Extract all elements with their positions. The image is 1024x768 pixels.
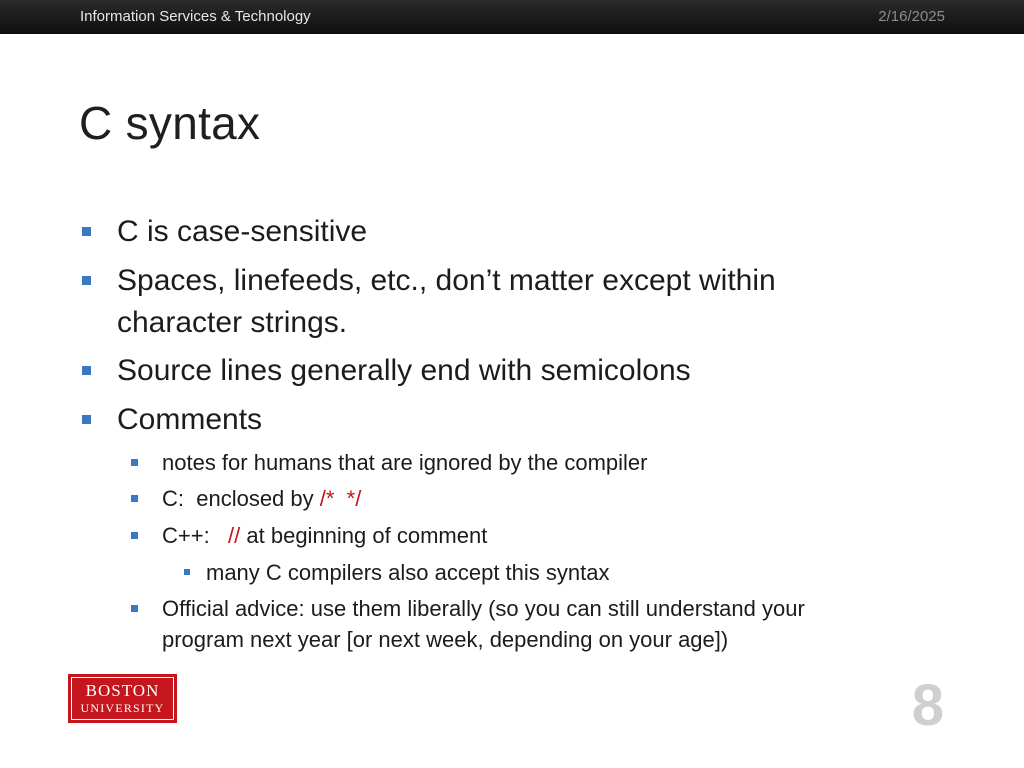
bullet-square-icon [82,276,91,285]
bullet-square-icon [82,366,91,375]
bullet-item-continuation: character strings. [117,306,348,339]
sub-bullet-text: at beginning of comment [240,523,488,548]
sub-bullet-item [162,520,487,551]
boston-university-logo [68,674,177,723]
sub-bullet-text: C++: [162,523,229,548]
sub-sub-bullet-item: many C compilers also accept this syntax [206,560,610,585]
sub-bullet-text: C: enclosed by [162,486,320,511]
sub-bullet-item: notes for humans that are ignored by the compiler [162,450,648,475]
sub-bullet-square-icon [131,495,138,502]
sub-bullet-item-continuation: program next year [or next week, depending on your age]) [162,627,729,652]
c-comment-syntax: /* */ [319,486,362,511]
bullet-item: Comments [117,403,263,436]
organization-name: Information Services & Technology [80,8,311,25]
logo-line-1: BOSTON [85,681,160,700]
bullet-item: Spaces, linefeeds, etc., don’t matter except within [117,264,776,297]
sub-sub-bullet-square-icon [184,569,190,575]
slide-date: 2/16/2025 [878,8,945,25]
bullet-item: C is case-sensitive [117,215,368,248]
sub-bullet-square-icon [131,532,138,539]
sub-bullet-item: Official advice: use them liberally (so you can still understand your [162,596,805,621]
sub-bullet-square-icon [131,459,138,466]
bullet-item: Source lines generally end with semicolons [117,354,691,387]
logo-line-2: UNIVERSITY [80,701,165,715]
slide-title: C syntax [79,97,261,149]
bullet-square-icon [82,415,91,424]
bullet-square-icon [82,227,91,236]
sub-bullet-square-icon [131,605,138,612]
cpp-comment-syntax: // [228,523,241,548]
page-number: 8 [911,673,944,738]
sub-bullet-item [162,483,361,514]
